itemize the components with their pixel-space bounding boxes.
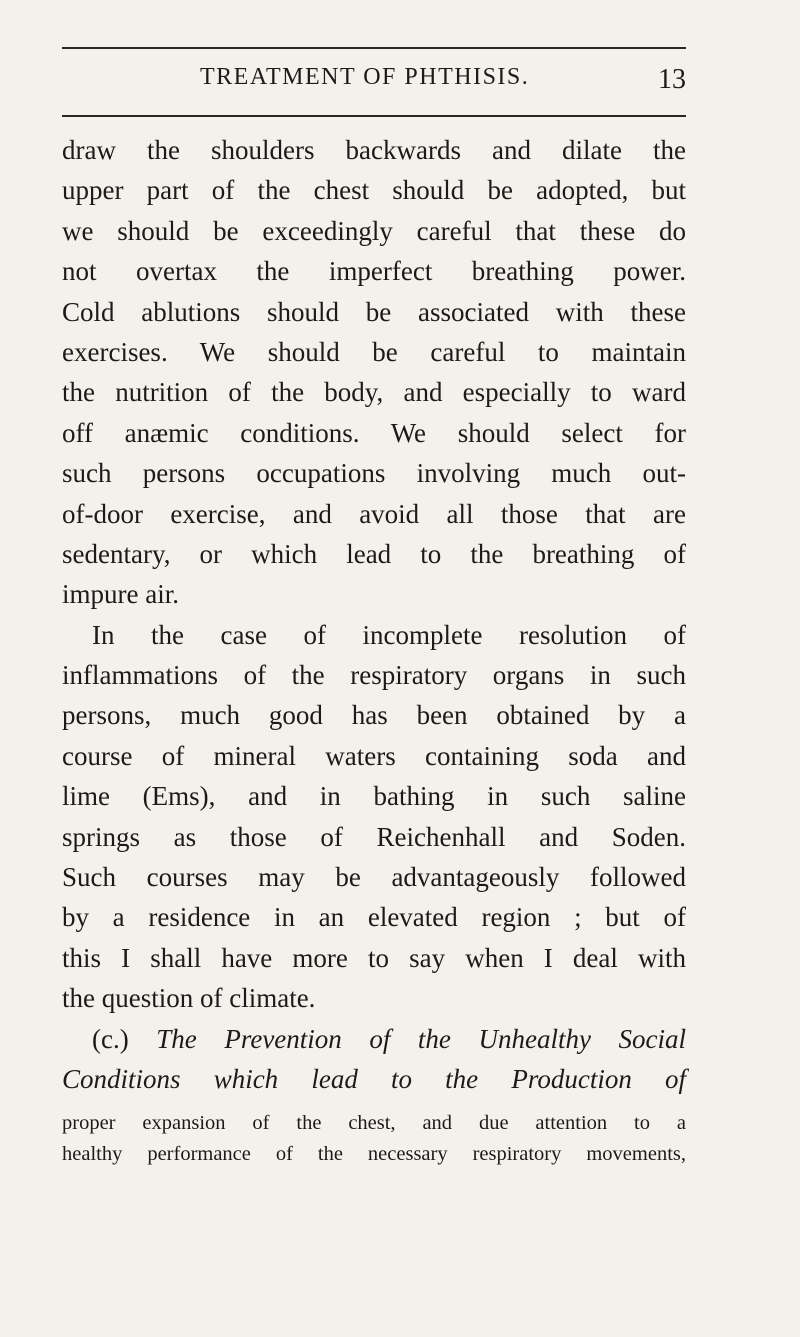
text-line: springs as those of Reichenhall and Soden. [62,821,686,852]
subheading-title-part2: Conditions which lead to the Production of [62,1063,686,1094]
footnote-line: healthy performance of the necessary respiratory movements, [62,1143,686,1166]
text-line: of-door exercise, and avoid all those that are [62,498,686,529]
text-line: by a residence in an elevated region ; but of [62,902,686,933]
subheading-title-part1: The Prevention of the Unhealthy Social [156,1023,686,1054]
text-line: not overtax the imperfect breathing power. [62,256,686,287]
running-header [62,64,686,104]
text-line: course of mineral waters containing soda and [62,740,686,771]
header-bottom-rule [62,115,686,117]
header-top-rule [62,47,686,49]
text-line: upper part of the chest should be adopted, but [62,175,686,206]
body-text [62,130,686,1170]
text-line: the nutrition of the body, and especially to ward [62,377,686,408]
running-title: TREATMENT OF PHTHISIS. [200,64,530,90]
subheading-prefix: (c.) [92,1023,129,1054]
text-line: this I shall have more to say when I deal with [62,942,686,973]
text-line: impure air. [62,579,179,610]
text-line: the question of climate. [62,983,316,1014]
text-line: Cold ablutions should be associated with these [62,296,686,327]
text-line: sedentary, or which lead to the breathing of [62,538,686,569]
text-line: inflammations of the respiratory organs in such [62,660,686,691]
text-line: draw the shoulders backwards and dilate the [62,135,686,165]
text-line: exercises. We should be careful to maintain [62,336,686,367]
page-number: 13 [658,64,686,95]
text-line: we should be exceedingly careful that these do [62,215,686,246]
text-line: such persons occupations involving much out- [62,458,686,489]
text-line: persons, much good has been obtained by a [62,700,686,731]
section-subheading [62,1019,686,1059]
footnote-line: proper expansion of the chest, and due attention to a [62,1112,686,1135]
text-line: Such courses may be advantageously followed [62,862,686,893]
text-line: off anæmic conditions. We should select for [62,417,686,448]
text-line: In the case of incomplete resolution of [92,619,686,650]
text-line: lime (Ems), and in bathing in such saline [62,781,686,812]
